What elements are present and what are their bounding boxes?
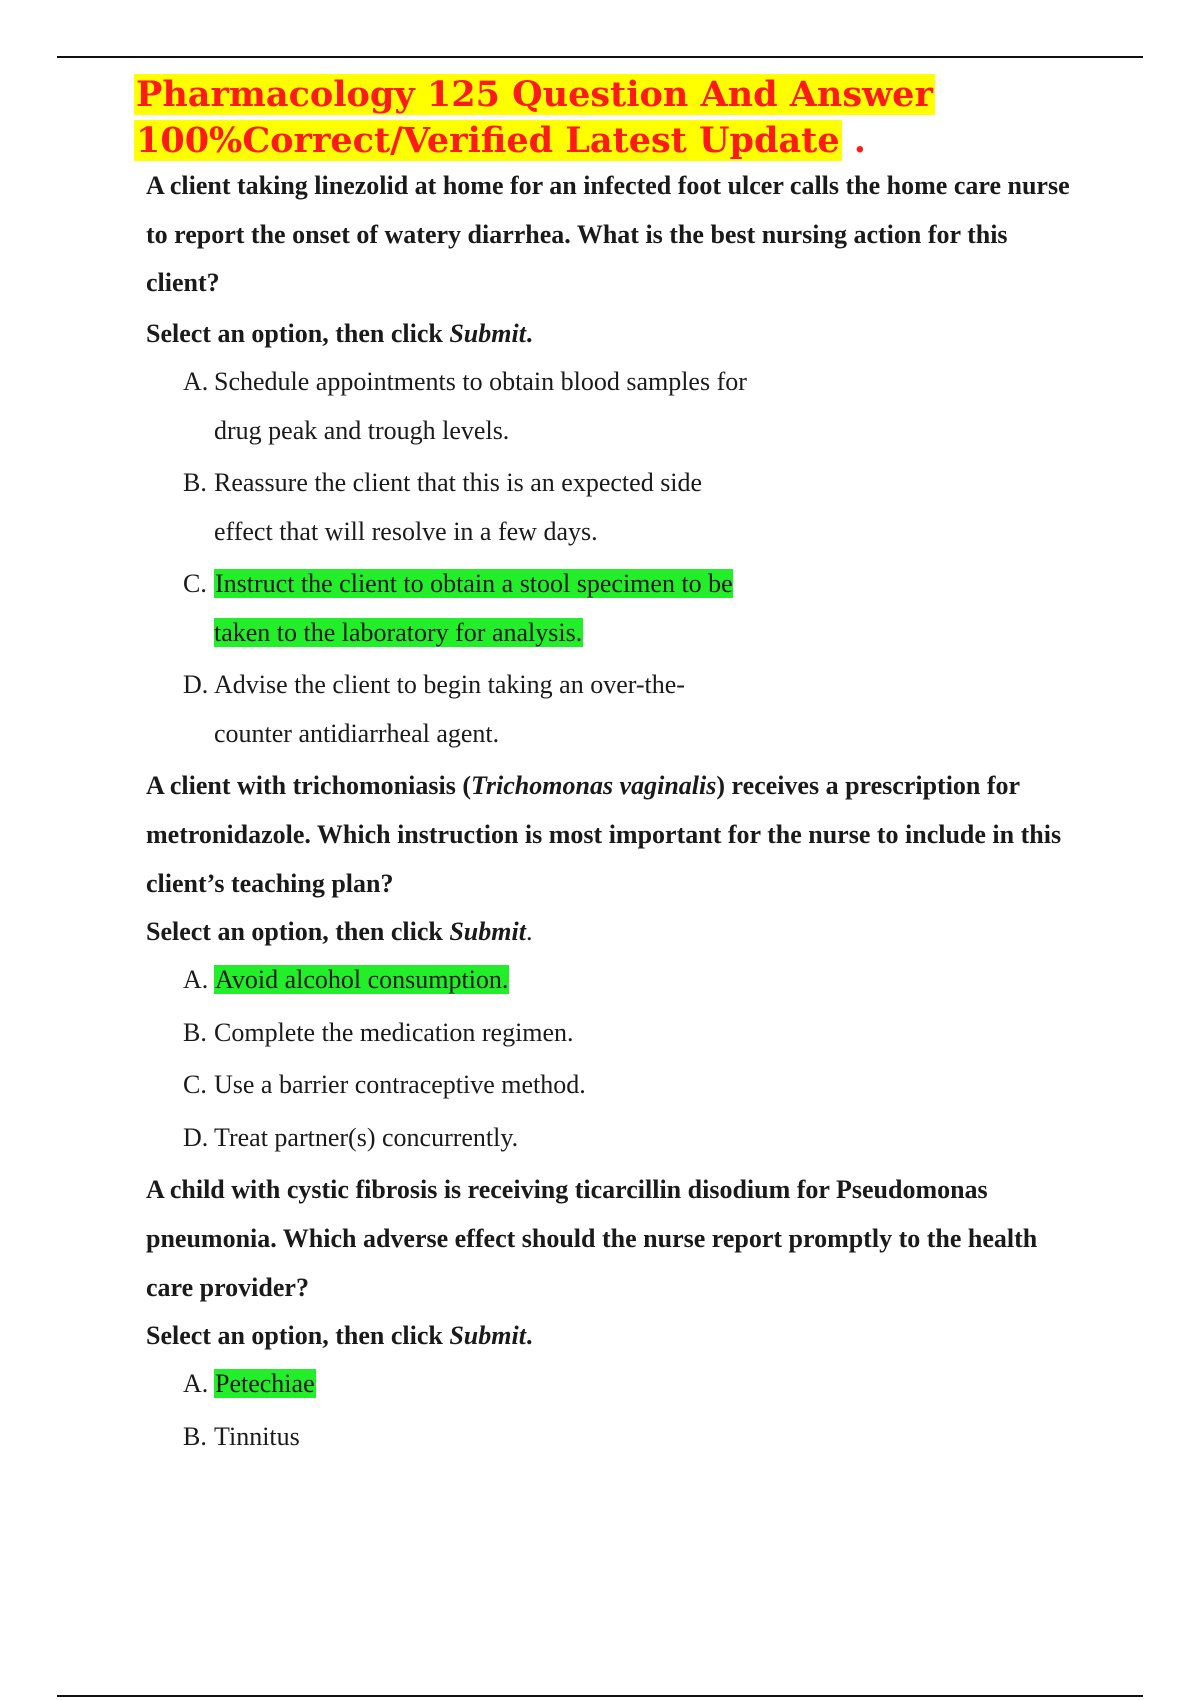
option-letter: A. bbox=[183, 367, 209, 397]
correct-answer-highlight: Petechiae bbox=[215, 1369, 315, 1399]
organism-name: Trichomonas vaginalis bbox=[471, 771, 717, 801]
question-3 bbox=[146, 1166, 1086, 1461]
option-letter: A. bbox=[183, 965, 209, 995]
option-text: Tinnitus bbox=[214, 1421, 300, 1451]
question-1-stem: A client taking linezolid at home for an infected foot ulcer calls the home care nurse to report the onset of watery diarrhea. What is the best nursing action for this client? bbox=[146, 171, 1070, 298]
question-3-options bbox=[146, 1360, 1086, 1461]
option-2-a[interactable] bbox=[146, 956, 1086, 1005]
document-title bbox=[134, 72, 1054, 164]
question-1-options bbox=[146, 358, 1086, 758]
title-dot: . bbox=[853, 120, 866, 161]
submit-label: Submit bbox=[449, 917, 526, 947]
option-2-d[interactable] bbox=[146, 1114, 1086, 1163]
submit-label: Submit bbox=[449, 1321, 526, 1351]
option-letter: B. bbox=[183, 1017, 207, 1047]
option-text: Schedule appointments to obtain blood samples for drug peak and trough levels. bbox=[214, 367, 747, 445]
option-text: Complete the medication regimen. bbox=[214, 1017, 574, 1047]
option-letter: B. bbox=[183, 1421, 207, 1451]
question-3-instruction: Select an option, then click Submit. bbox=[146, 1321, 533, 1351]
option-1-a[interactable] bbox=[146, 358, 1086, 455]
option-1-d[interactable] bbox=[146, 661, 1086, 758]
question-2 bbox=[146, 762, 1086, 1162]
option-text: Use a barrier contraceptive method. bbox=[214, 1070, 586, 1100]
option-letter: C. bbox=[183, 569, 207, 599]
option-1-b[interactable] bbox=[146, 459, 1086, 556]
option-letter: D. bbox=[183, 670, 209, 700]
submit-label: Submit bbox=[449, 319, 526, 349]
option-letter: C. bbox=[183, 1070, 207, 1100]
question-3-stem: A child with cystic fibrosis is receiving ticarcillin disodium for Pseudomonas pneumonia. Which adverse effect should the nurse report promptly to the health care provider? bbox=[146, 1175, 1038, 1302]
option-text: Advise the client to begin taking an over-the-counter antidiarrheal agent. bbox=[214, 670, 685, 748]
option-text: Reassure the client that this is an expected side effect that will resolve in a few days. bbox=[214, 468, 703, 546]
option-2-c[interactable] bbox=[146, 1061, 1086, 1110]
option-text: Treat partner(s) concurrently. bbox=[214, 1122, 519, 1152]
title-line-2: 100%Correct/Verified Latest Update . bbox=[136, 120, 866, 161]
option-3-b[interactable] bbox=[146, 1413, 1086, 1462]
bottom-rule bbox=[57, 1695, 1143, 1697]
option-letter: D. bbox=[183, 1122, 209, 1152]
option-1-c[interactable] bbox=[146, 560, 1086, 657]
title-line-1: Pharmacology 125 Question And Answer bbox=[136, 74, 933, 115]
option-letter: B. bbox=[183, 468, 207, 498]
correct-answer-highlight: Instruct the client to obtain a stool specimen to be taken to the laboratory for analysis. bbox=[214, 569, 733, 647]
question-2-options bbox=[146, 956, 1086, 1162]
question-2-instruction: Select an option, then click Submit. bbox=[146, 917, 533, 947]
question-list bbox=[146, 162, 1086, 1465]
option-3-a[interactable] bbox=[146, 1360, 1086, 1409]
correct-answer-highlight: Avoid alcohol consumption. bbox=[215, 965, 509, 995]
option-2-b[interactable] bbox=[146, 1009, 1086, 1058]
question-2-stem: A client with trichomoniasis (Trichomonas vaginalis) receives a prescription for metronidazole. Which instruction is most important for the nurse to include in this client’s teaching plan? bbox=[146, 771, 1062, 898]
question-1 bbox=[146, 162, 1086, 758]
option-letter: A. bbox=[183, 1369, 209, 1399]
top-rule bbox=[57, 56, 1143, 58]
question-1-instruction: Select an option, then click Submit. bbox=[146, 319, 533, 349]
